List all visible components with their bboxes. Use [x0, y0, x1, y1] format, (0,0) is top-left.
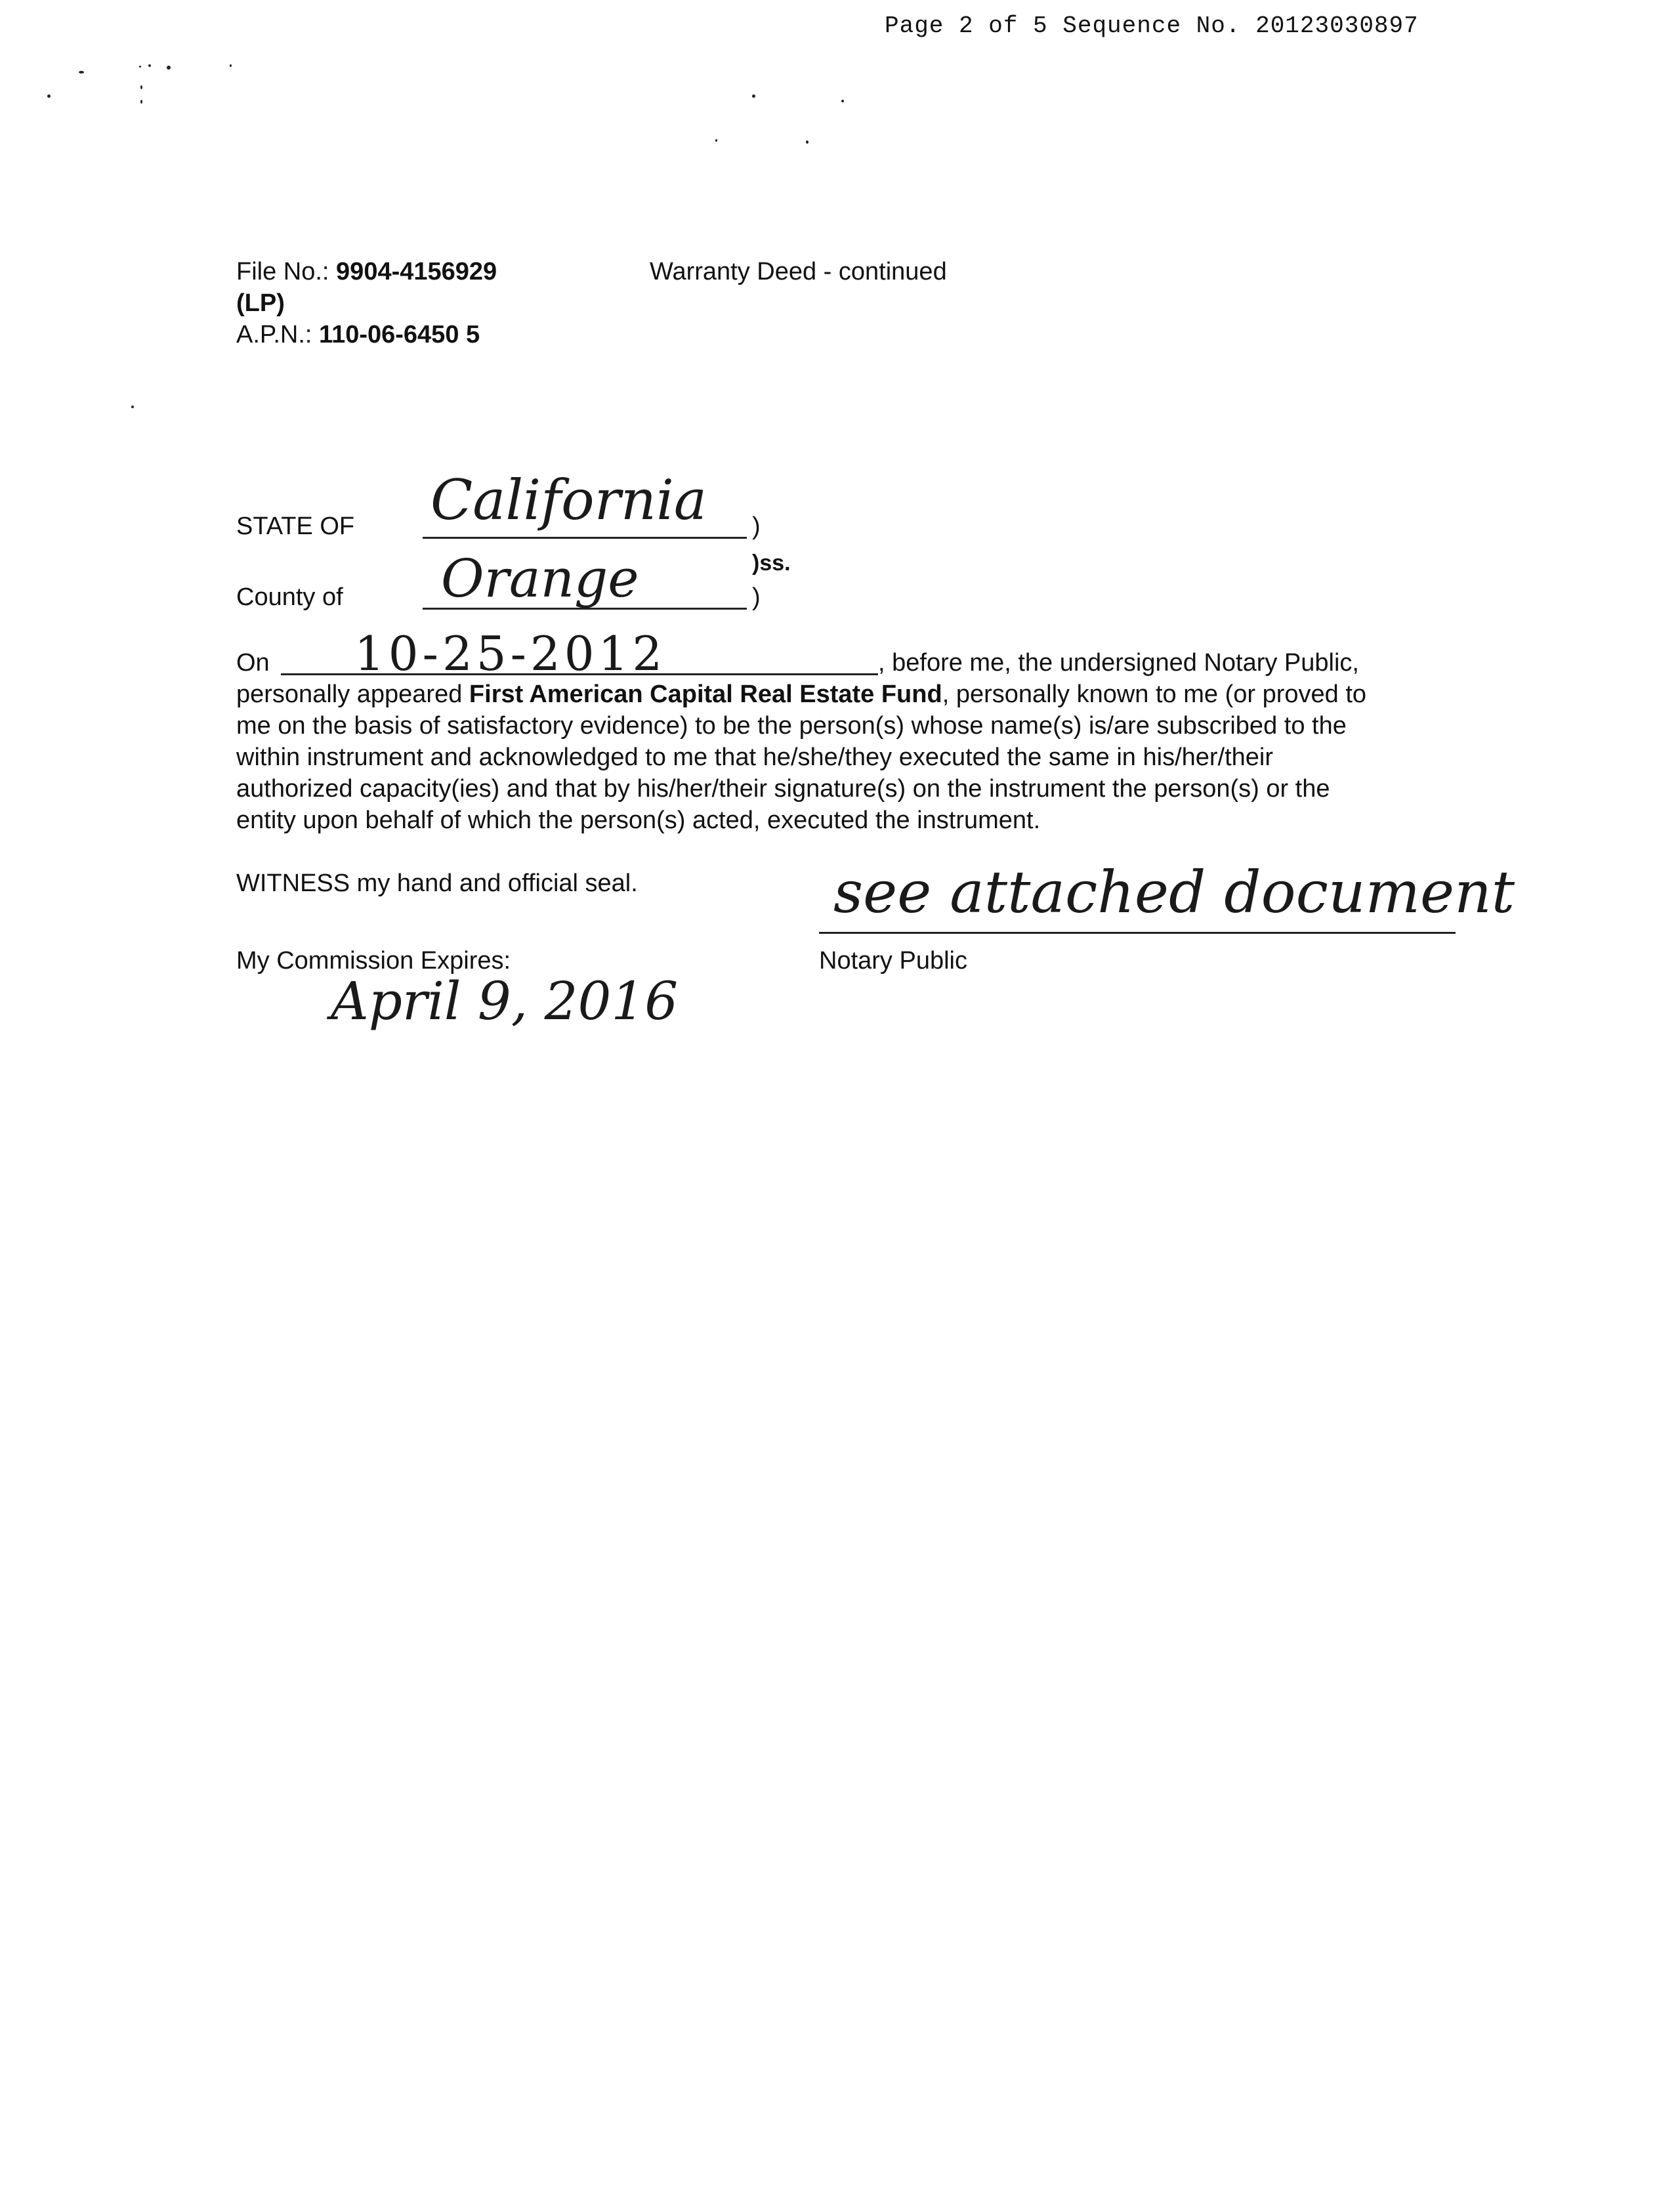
apn	[236, 319, 480, 350]
ack-line-4: within instrument and acknowledged to me that he/she/they executed the same in his/her/their	[236, 744, 1274, 771]
witness-text: WITNESS my hand and official seal.	[236, 870, 638, 897]
ack-line-5: authorized capacity(ies) and that by his/her/their signature(s) on the instrument the person(s) or the	[236, 775, 1330, 803]
notary-signature-handwritten: see attached document	[833, 858, 1515, 926]
ack-text-3: , personally known to me (or proved to	[942, 681, 1367, 708]
state-line	[423, 537, 747, 539]
file-number	[236, 256, 497, 287]
file-number-label: File No.:	[236, 258, 329, 285]
county-handwritten: Orange	[441, 548, 639, 609]
file-number-value: 9904-4156929	[336, 258, 497, 285]
apn-value: 110-06-6450 5	[319, 321, 480, 348]
commission-label: My Commission Expires:	[236, 947, 511, 975]
ack-text-2: personally appeared	[236, 681, 469, 708]
ack-text-1: , before me, the undersigned Notary Public,	[878, 649, 1359, 677]
ack-line-6: entity upon behalf of which the person(s) acted, executed the instrument.	[236, 807, 1041, 834]
party-name: First American Capital Real Estate Fund	[469, 681, 942, 708]
date-handwritten: 10-25-2012	[354, 626, 667, 681]
notary-public-label: Notary Public	[819, 947, 967, 975]
ack-line-2	[236, 679, 1483, 710]
signature-line	[819, 932, 1456, 934]
ack-line-3: me on the basis of satisfactory evidence) to be the person(s) whose name(s) is/are subscribed to the	[236, 712, 1347, 740]
ss-marker: )ss.	[752, 551, 791, 576]
state-label: STATE OF	[236, 513, 355, 540]
county-label: County of	[236, 583, 343, 611]
state-handwritten: California	[430, 468, 707, 532]
on-label: On	[236, 649, 270, 677]
lp-code: (LP)	[236, 289, 285, 317]
page-sequence-stamp: Page 2 of 5 Sequence No. 20123030897	[885, 12, 1419, 39]
county-paren: )	[752, 583, 761, 611]
document-title: Warranty Deed - continued	[650, 258, 947, 285]
apn-label: A.P.N.:	[236, 321, 312, 348]
commission-date-handwritten: April 9, 2016	[331, 971, 679, 1032]
state-paren: )	[752, 513, 761, 540]
